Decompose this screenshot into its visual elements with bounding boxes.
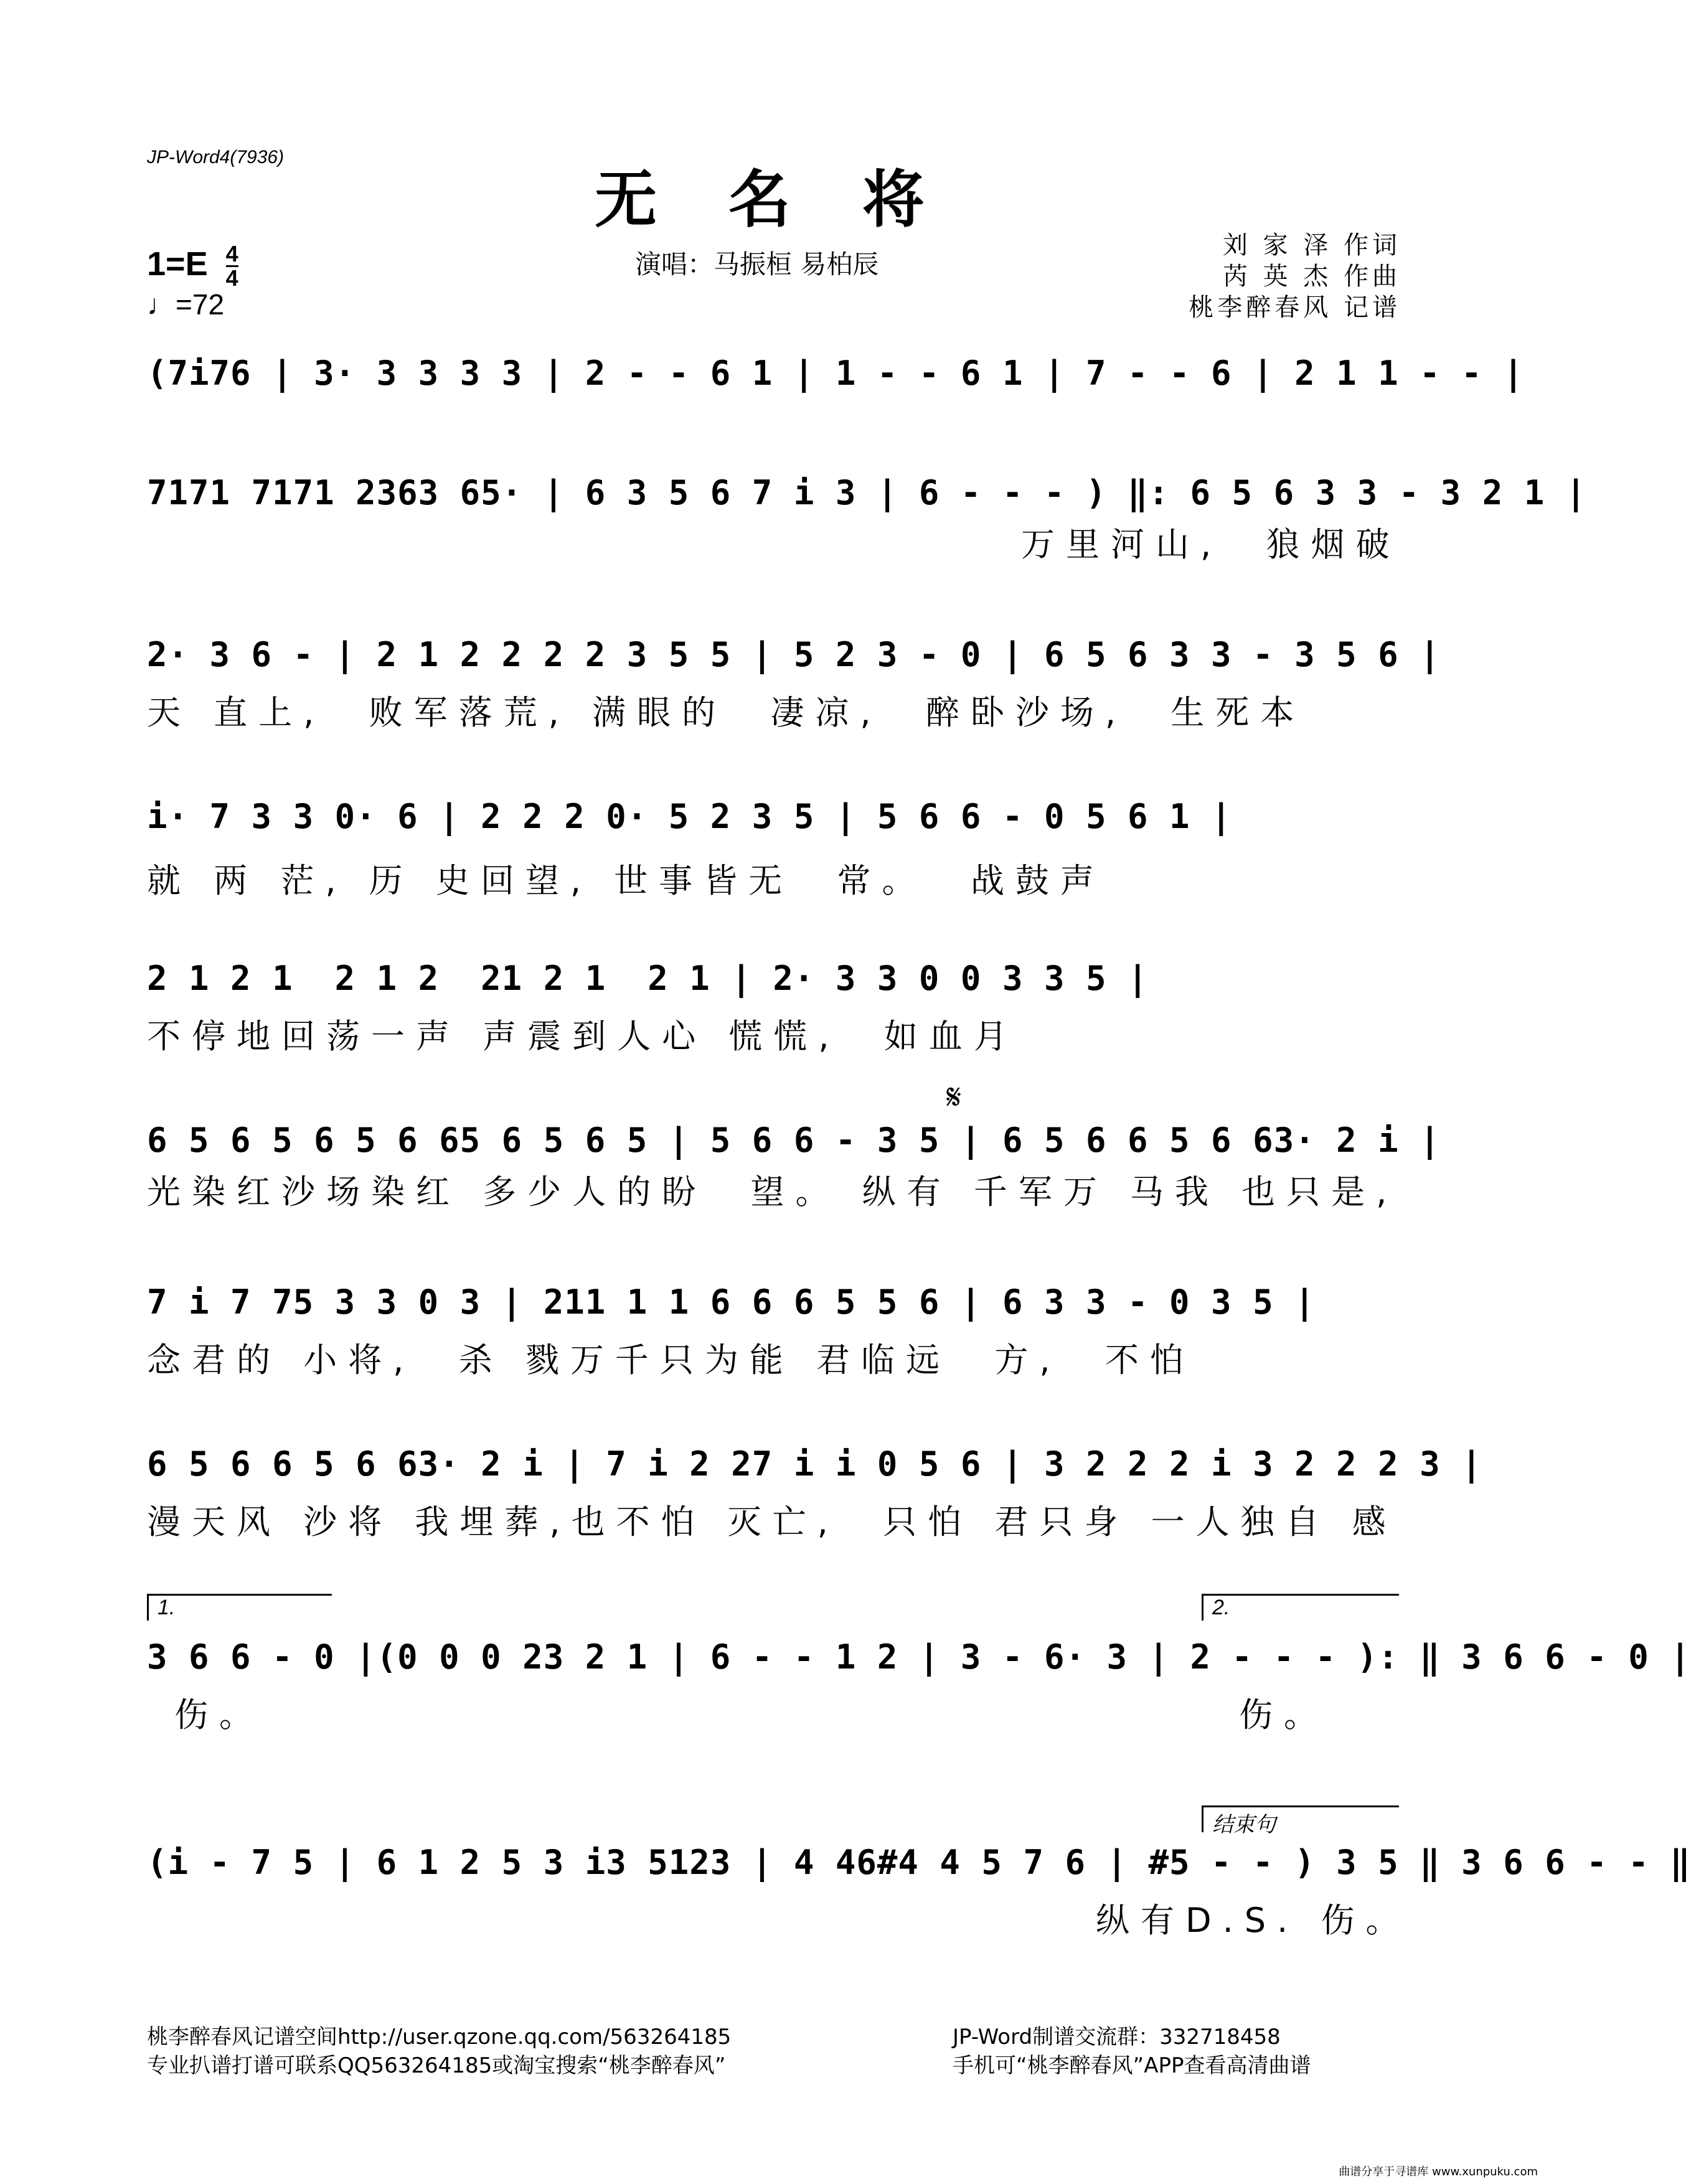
footer-right-line-2: 手机可“桃李醉春风”APP查看高清曲谱 bbox=[953, 2053, 1311, 2078]
notation-line-2: 7171 7171 2363 65· | 6 3 5 6 7 i 3 | 6 - - - ) ‖: 6 5 6 3 3 - 3 2 1 | bbox=[147, 473, 1587, 512]
lyric-line-8: 漫天风 沙将 我埋葬,也不怕 灭亡, 只怕 君只身 一人独自 感 bbox=[147, 1502, 1397, 1542]
lyric-line-9-first: 伤。 bbox=[174, 1695, 264, 1734]
coda-bracket: 结束句 bbox=[1202, 1805, 1399, 1832]
time-signature bbox=[226, 243, 238, 289]
notation-line-6: 6 5 6 5 6 5 6 65 6 5 6 5 | 5 6 6 - 3 5 | 6 5 6 6 5 6 63· 2 i | bbox=[147, 1121, 1441, 1160]
composer-credit: 芮 英 杰 作曲 bbox=[1222, 262, 1401, 291]
lyric-line-4: 就 两 茫, 历 史回望, 世事皆无 常。 战鼓声 bbox=[147, 861, 1105, 900]
segno-sign: 𝄋 bbox=[946, 1077, 962, 1118]
tempo-marking: ♩=72 bbox=[147, 288, 225, 321]
song-title: 无 名 将 bbox=[595, 163, 949, 236]
performer-credit: 演唱：马振桓 易柏辰 bbox=[635, 249, 879, 280]
notation-line-1: (7i76 | 3· 3 3 3 3 | 2 - - 6 1 | 1 - - 6 1 | 7 - - 6 | 2 1 1 - - | bbox=[147, 354, 1524, 393]
key-signature bbox=[147, 243, 238, 289]
footer-left-line-2: 专业扒谱打谱可联系QQ563264185或淘宝搜索“桃李醉春风” bbox=[147, 2053, 726, 2078]
notation-line-5: 2 1 2 1 2 1 2 21 2 1 2 1 | 2· 3 3 0 0 3 3 5 | bbox=[147, 959, 1149, 998]
notation-line-4: i· 7 3 3 0· 6 | 2 2 2 0· 5 2 3 5 | 5 6 6 - 0 5 6 1 | bbox=[147, 797, 1232, 836]
notation-line-7: 7 i 7 75 3 3 0 3 | 211 1 1 6 6 6 5 5 6 | 6 3 3 - 0 3 5 | bbox=[147, 1283, 1316, 1322]
second-ending-bracket: 2. bbox=[1202, 1594, 1399, 1621]
transcriber-credit: 桃李醉春风 记谱 bbox=[1189, 293, 1401, 322]
footer-left-line-1: 桃李醉春风记谱空间http://user.qzone.qq.com/563264185 bbox=[147, 2025, 732, 2050]
time-numerator: 4 bbox=[225, 241, 238, 266]
software-label: JP-Word4(7936) bbox=[147, 147, 285, 167]
time-denominator: 4 bbox=[225, 265, 238, 291]
notation-line-9: 3 6 6 - 0 |(0 0 0 23 2 1 | 6 - - 1 2 | 3 - 6· 3 | 2 - - - ): ‖ 3 6 6 - 0 | bbox=[147, 1637, 1691, 1677]
lyric-line-3: 天 直上, 败军落荒, 满眼的 凄凉, 醉卧沙场, 生死本 bbox=[147, 693, 1306, 732]
site-watermark: 曲谱分享于寻谱库 www.xunpuku.com bbox=[1339, 2165, 1538, 2178]
notation-line-8: 6 5 6 6 5 6 63· 2 i | 7 i 2 27 i i 0 5 6 | 3 2 2 2 i 3 2 2 2 3 | bbox=[147, 1444, 1482, 1484]
lyric-line-10: 纵有D.S. 伤。 bbox=[1096, 1901, 1411, 1940]
key-label: 1=E bbox=[147, 245, 208, 283]
first-ending-bracket: 1. bbox=[147, 1594, 332, 1621]
notation-line-10: (i - 7 5 | 6 1 2 5 3 i3 5123 | 4 46#4 4 5 7 6 | #5 - - ) 3 5 ‖ 3 6 6 - - ‖ bbox=[147, 1843, 1691, 1882]
lyricist-credit: 刘 家 泽 作词 bbox=[1222, 231, 1401, 260]
lyric-line-6: 光染红沙场染红 多少人的盼 望。 纵有 千军万 马我 也只是, bbox=[147, 1172, 1398, 1212]
footer-right-line-1: JP-Word制谱交流群：332718458 bbox=[953, 2025, 1281, 2050]
lyric-line-5: 不停地回荡一声 声震到人心 慌慌, 如血月 bbox=[147, 1017, 1019, 1056]
lyric-line-7: 念君的 小将, 杀 戮万千只为能 君临远 方, 不怕 bbox=[147, 1340, 1195, 1380]
lyric-line-2: 万里河山, 狼烟破 bbox=[1021, 525, 1401, 564]
notation-line-3: 2· 3 6 - | 2 1 2 2 2 2 3 5 5 | 5 2 3 - 0 | 6 5 6 3 3 - 3 5 6 | bbox=[147, 635, 1441, 674]
lyric-line-9-second: 伤。 bbox=[1239, 1695, 1329, 1734]
